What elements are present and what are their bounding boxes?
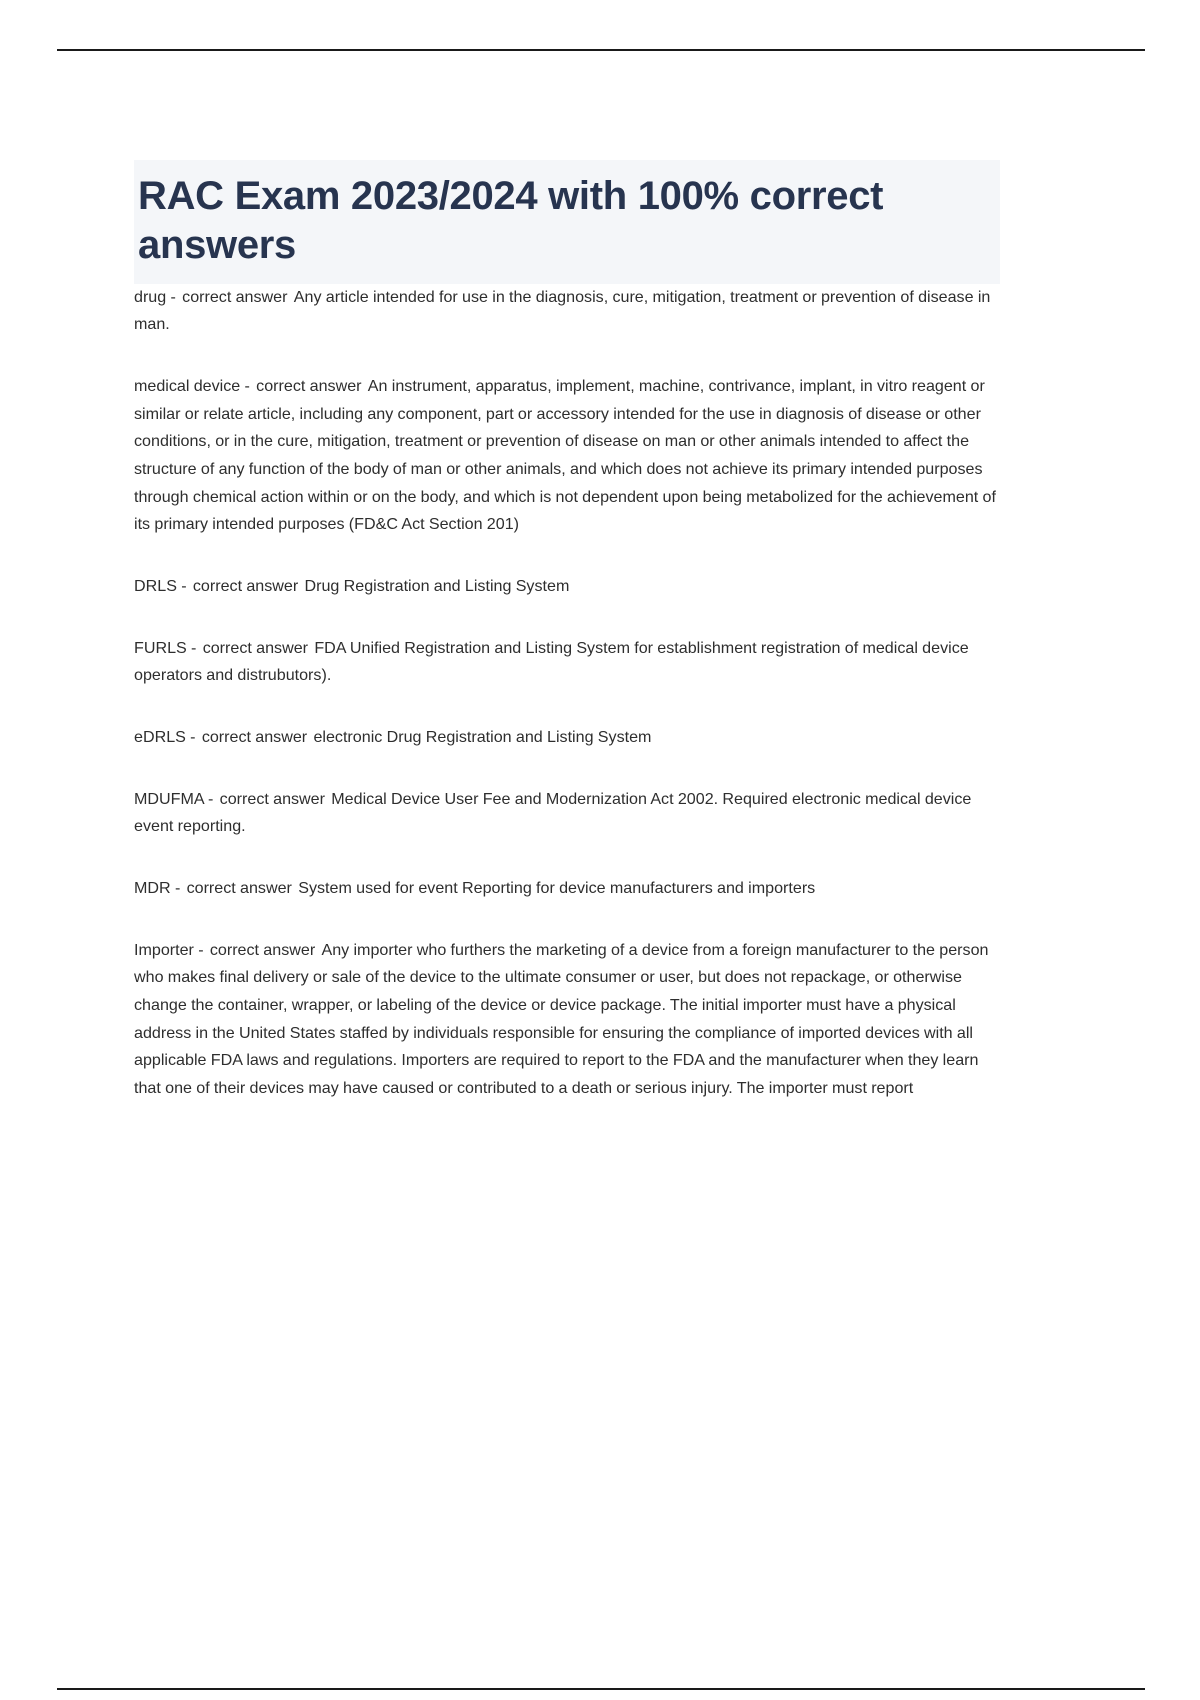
qa-correct-answer-marker: correct answer xyxy=(192,576,299,595)
qa-entry-medical-device xyxy=(134,373,1006,539)
qa-correct-answer-marker: correct answer xyxy=(219,789,325,808)
qa-entry-drug xyxy=(134,284,1006,339)
qa-term: DRLS xyxy=(134,576,177,595)
qa-dash: - xyxy=(170,287,176,306)
qa-entry-mdufma xyxy=(134,786,1006,841)
page-top-rule xyxy=(57,49,1145,51)
qa-answer: Medical Device User Fee and Modernization Act 2002. Required electronic medical device event reporting. xyxy=(134,789,972,836)
qa-term: drug xyxy=(134,287,167,306)
qa-answer: FDA Unified Registration and Listing System for establishment registration of medical device operators and distrubutors). xyxy=(134,638,969,685)
qa-dash: - xyxy=(174,879,181,897)
qa-correct-answer-marker: correct answer xyxy=(182,287,288,306)
qa-dash: - xyxy=(208,789,214,808)
qa-entry-importer xyxy=(134,937,1006,1103)
qa-dash: - xyxy=(181,576,187,595)
page-title: RAC Exam 2023/2024 with 100% correct answers xyxy=(134,160,1000,284)
qa-entry-edrls xyxy=(134,724,1006,752)
qa-list xyxy=(134,284,1006,1103)
qa-answer: Any article intended for use in the diagnosis, cure, mitigation, treatment or prevention of disease in man. xyxy=(134,287,991,334)
qa-dash: - xyxy=(190,727,196,746)
qa-entry-mdr xyxy=(134,875,1006,903)
qa-answer: An instrument, apparatus, implement, machine, contrivance, implant, in vitro reagent or similar or relate article, including any component, part or accessory intended for the use in diagnosis of disease or other conditions, or in the cure, mitigation, treatment or prevention of disease on man or other animals intended to affect the structure of any function of the body of man or other animals, and which does not achieve its primary intended purposes through chemical action within or on the body, and which is not dependent upon being metabolized for the achievement of its primary intended purposes (FD&C Act Section 201) xyxy=(134,376,996,534)
qa-term: medical device xyxy=(134,376,241,395)
qa-correct-answer-marker: correct answer xyxy=(209,940,316,959)
qa-answer: System used for event Reporting for device manufacturers and importers xyxy=(298,879,816,897)
document-content xyxy=(134,160,1006,1103)
qa-dash: - xyxy=(244,376,250,395)
qa-entry-furls xyxy=(134,635,1006,690)
qa-answer: Any importer who furthers the marketing of a device from a foreign manufacturer to the person who makes final delivery or sale of the device to the ultimate consumer or user, but does not repackage, or otherwise change the container, wrapper, or labeling of the device or device package. The initial importer must have a physical address in the United States staffed by individuals responsible for ensuring the compliance of imported devices with all applicable FDA laws and regulations. Importers are required to report to the FDA and the manufacturer when they learn that one of their devices may have caused or contributed to a death or serious injury. The importer must report xyxy=(134,940,989,1098)
qa-correct-answer-marker: correct answer xyxy=(201,727,308,746)
qa-dash: - xyxy=(191,638,197,657)
qa-correct-answer-marker: correct answer xyxy=(202,638,309,657)
qa-term: MDR xyxy=(134,879,171,897)
qa-correct-answer-marker: correct answer xyxy=(186,879,292,897)
qa-correct-answer-marker: correct answer xyxy=(256,376,362,395)
page-bottom-rule xyxy=(57,1688,1145,1690)
qa-answer: Drug Registration and Listing System xyxy=(304,576,570,595)
qa-answer: electronic Drug Registration and Listing System xyxy=(313,727,652,746)
qa-term: eDRLS xyxy=(134,727,186,746)
qa-entry-drls xyxy=(134,573,1006,601)
qa-dash: - xyxy=(198,940,204,959)
qa-term: Importer xyxy=(134,940,194,959)
qa-term: FURLS xyxy=(134,638,187,657)
qa-term: MDUFMA xyxy=(134,789,204,808)
